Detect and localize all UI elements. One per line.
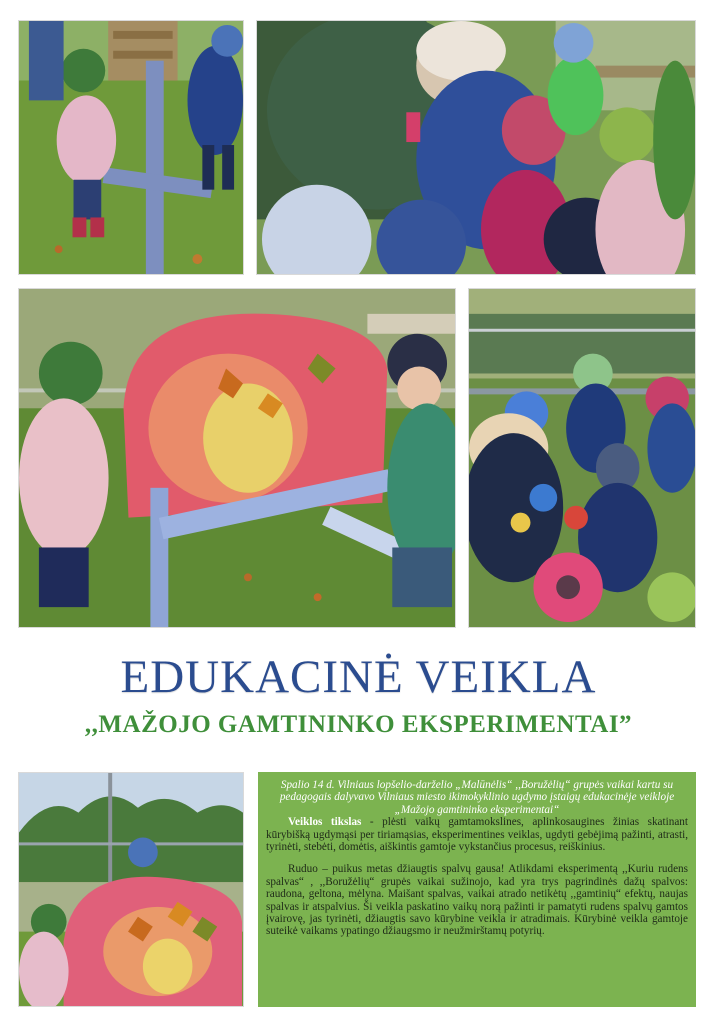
article-textbox <box>258 772 696 1007</box>
child-painted-panel-icon <box>19 289 455 627</box>
goal-text: - plėsti vaikų gamtamokslines, aplinkosaugines žinias skatinant kūrybišką ugdymąsi per tiriamąsias, eksperimentines veiklas, ugdyti gebėjimą pažinti, atrasti, tyrinėti, stebėti, domėtis, aiškintis gamtoje vykstančius procesus, reiškinius. <box>266 816 688 854</box>
article-body: Ruduo – puikus metas džiaugtis spalvų gausa! Atlikdami eksperimentą ,,Kuriu rudens spalvas“ , ,,Boružėlių“ grupės vaikai sužinojo, kad yra trys pagrindinės dažų spalvos: raudona, geltona, mėlyna. Maišant spalvas, vaikai atrado netikėtų ,,gamtinių“ efektų, naujas spalvas ir atspalvius. Ši veikla paskatino vaikų norą pažinti ir pamatyti rudens spalvų gamtos įvairovę, jas tyrinėti, džiaugtis savo kūrybine veikla ir atradimais. Kūrybinė veikla gamtoje suteikė vaikams ypatingo džiaugsmo ir neužmirštamų potyrių. <box>266 863 688 938</box>
page-title: EDUKACINĖ VEIKLA <box>120 651 597 703</box>
page-subtitle: ,,MAŽOJO GAMTININKO EKSPERIMENTAI” <box>84 711 633 738</box>
article-goal <box>266 816 688 853</box>
photo-children-mixing-paint-pond <box>468 288 696 628</box>
children-with-teacher-icon <box>257 21 695 274</box>
photo-children-with-teacher-jars <box>256 20 696 275</box>
children-painting-panel-icon <box>19 21 243 274</box>
children-mixing-paint-icon <box>469 289 695 627</box>
painted-panel-outdoors-icon <box>19 773 243 1006</box>
photo-children-painting-panel <box>18 20 244 275</box>
goal-label: Veiklos tikslas <box>288 816 362 829</box>
article-intro: Spalio 14 d. Vilniaus lopšelio-darželio „Malūnėlis“ ,,Boružėlių“ grupės vaikai kartu su pedagogais dalyvavo Vilniaus miesto ikimokyklinio ugdymo įstaigų edukacinėje veikloje „Mažojo gamtininko eksperimentai“ <box>279 779 675 816</box>
photo-child-leaves-painted-panel <box>18 288 456 628</box>
photo-painted-panel-outdoors <box>18 772 244 1007</box>
